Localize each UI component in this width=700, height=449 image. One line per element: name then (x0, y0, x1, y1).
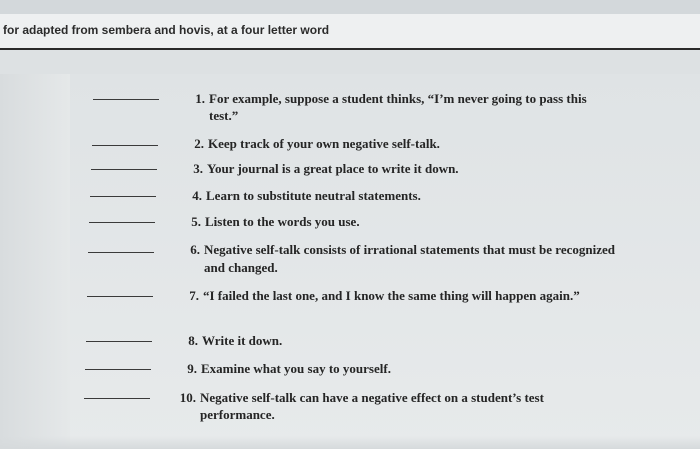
item-text: Listen to the words you use. (205, 214, 360, 229)
item-text: Write it down. (202, 333, 283, 348)
item-text: Negative self-talk can have a negative effect on a student’s test (200, 390, 544, 405)
answer-blank-4[interactable] (90, 196, 156, 197)
answer-blank-8[interactable] (86, 341, 152, 342)
item-number: 10. (179, 390, 196, 405)
answer-blank-3[interactable] (91, 169, 157, 170)
item-text: Negative self-talk consists of irrational statements that must be recognized (204, 242, 615, 257)
answer-blank-10[interactable] (84, 398, 150, 399)
answer-blank-7[interactable] (87, 296, 153, 297)
item-number: 1. (195, 91, 205, 106)
item-text: “I failed the last one, and I know the same thing will happen again.” (203, 288, 580, 303)
gray-band (0, 50, 700, 74)
item-text: Learn to substitute neutral statements. (206, 188, 421, 203)
item-number: 8. (188, 333, 198, 348)
item-text: Your journal is a great place to write it down. (207, 161, 459, 176)
item-text: For example, suppose a student thinks, “I’m never going to pass this (209, 91, 587, 106)
answer-blank-1[interactable] (93, 99, 159, 100)
answer-blank-5[interactable] (89, 222, 155, 223)
answer-blank-6[interactable] (88, 252, 154, 253)
item-text-continued: and changed. (204, 260, 278, 275)
top-strip (0, 0, 700, 14)
item-text: Examine what you say to yourself. (201, 361, 391, 376)
item-number: 4. (192, 188, 202, 203)
item-number: 2. (194, 136, 204, 151)
item-number: 3. (193, 161, 203, 176)
item-text-continued: test.” (209, 108, 239, 123)
header-title: for adapted from sembera and hovis, at a four letter word (3, 23, 330, 37)
answer-blank-2[interactable] (92, 145, 158, 146)
answer-blank-9[interactable] (85, 369, 151, 370)
item-number: 7. (189, 288, 199, 303)
page-left-margin (0, 74, 70, 449)
item-number: 6. (190, 242, 200, 257)
header-bar (0, 14, 700, 50)
item-text: Keep track of your own negative self-talk. (208, 136, 440, 151)
item-text-continued: performance. (200, 407, 275, 422)
item-number: 9. (187, 361, 197, 376)
item-number: 5. (191, 214, 201, 229)
page-bottom-fade (0, 436, 700, 449)
